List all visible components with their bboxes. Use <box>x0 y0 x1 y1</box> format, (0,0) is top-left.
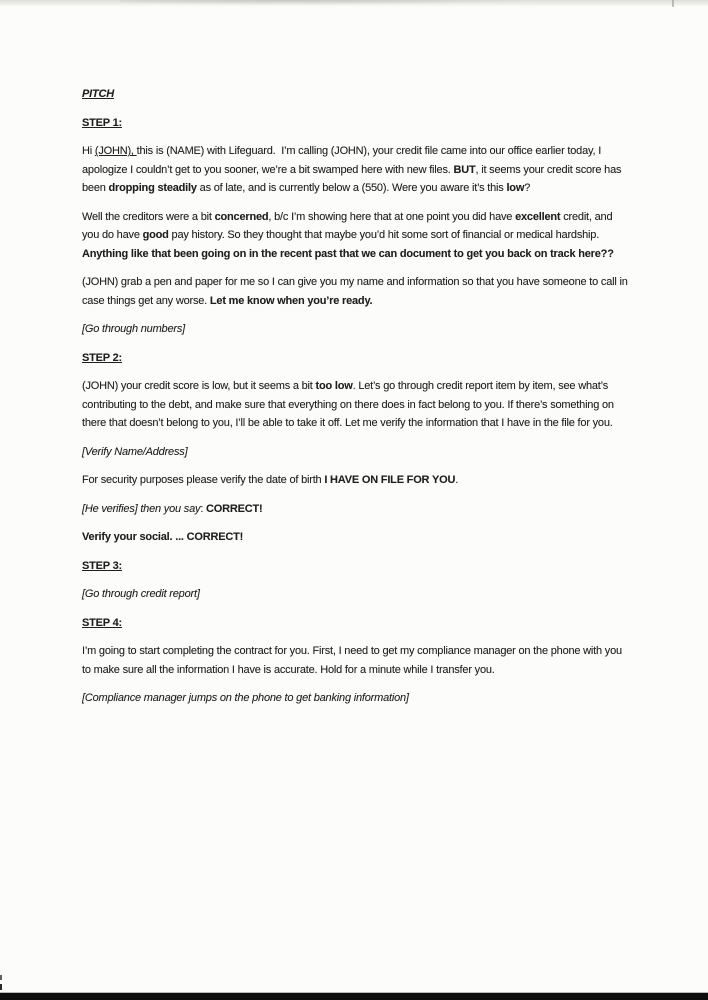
text-run: (JOHN) grab a pen and paper for me so I can give you my name and information so that you have someone to call in case things get any worse. <box>82 276 631 307</box>
text-run: PITCH <box>82 88 115 100</box>
text-run: : <box>200 502 207 515</box>
step-2-paragraph-4 <box>82 528 632 547</box>
text-run: STEP 2: <box>82 351 122 364</box>
text-run: For security purposes please verify the date of birth <box>82 474 325 486</box>
text-run: excellent <box>515 210 561 223</box>
document-content <box>82 85 632 718</box>
scan-bottom-bar <box>0 993 708 1000</box>
text-run: concerned <box>214 210 269 223</box>
text-run: Hi <box>82 145 95 157</box>
text-run: , b/c I’m showing here that at one point you did have <box>268 210 516 223</box>
text-run: Let me know when you’re ready. <box>209 294 373 307</box>
text-run: good <box>142 229 169 241</box>
step-2-paragraph-1 <box>82 377 632 433</box>
text-run: STEP 4: <box>82 616 122 629</box>
step-2-paragraph-2 <box>82 471 632 490</box>
text-run: as of late, and is currently below a (550). Were you aware it’s this <box>196 182 507 194</box>
text-run: credit, and you do have <box>82 210 616 241</box>
text-run: low <box>506 182 525 194</box>
text-run: STEP 1: <box>82 116 122 129</box>
text-run: ? <box>524 182 531 194</box>
scan-top-smudge <box>120 0 540 5</box>
step-4-heading <box>82 614 632 633</box>
text-run: this is (NAME) with Lifeguard. I’m calling (JOHN), your credit file came into our office earlier today, I apologize I couldn’t get to you sooner, we’re a bit swamped here with new files. <box>82 145 604 176</box>
text-run: pay history. So they thought that maybe you’d hit some sort of financial or medical hardship. <box>168 229 602 241</box>
text-run: [He verifies] then you say <box>82 502 201 515</box>
text-run: dropping steadily <box>108 182 197 194</box>
scan-left-edge-mark <box>0 984 2 990</box>
text-run: , it seems your credit score has been <box>82 163 625 194</box>
text-run: [Go through numbers] <box>82 323 186 335</box>
stage-direction-credit-report <box>82 585 632 604</box>
text-run: [Go through credit report] <box>82 588 200 600</box>
text-run: . <box>455 474 459 486</box>
text-run: STEP 3: <box>82 559 122 572</box>
stage-direction-compliance <box>82 689 632 708</box>
text-run: I’m going to start completing the contract for you. First, I need to get my compliance manager on the phone with you to make sure all the information I have is accurate. Hold for a minute while I transfer you. <box>82 645 625 676</box>
pitch-title <box>82 85 632 104</box>
stage-direction-verify-name <box>82 443 632 462</box>
stage-direction-numbers <box>82 320 632 339</box>
text-run: Anything like that been going on in the recent past that we can document to get you back on track here?? <box>82 247 614 260</box>
step-1-paragraph-1 <box>82 142 632 198</box>
text-run: (JOHN) your credit score is low, but it seems a bit <box>82 380 316 392</box>
text-run: too low <box>315 380 353 392</box>
step-3-heading <box>82 557 632 576</box>
step-1-heading <box>82 114 632 133</box>
text-run: (JOHN), <box>94 145 137 157</box>
scan-top-right-line <box>672 0 674 7</box>
step-2-heading <box>82 349 632 368</box>
step-1-paragraph-3 <box>82 273 632 310</box>
text-run: [Verify Name/Address] <box>82 445 188 458</box>
step-1-paragraph-2 <box>82 208 632 264</box>
text-run: Well the creditors were a bit <box>82 210 215 223</box>
text-run: I HAVE ON FILE FOR YOU <box>324 474 456 486</box>
text-run: BUT <box>453 163 476 176</box>
scan-top-shading <box>0 0 708 7</box>
step-4-paragraph-1 <box>82 642 632 679</box>
text-run: Verify your social. ... CORRECT! <box>82 531 244 543</box>
text-run: [Compliance manager jumps on the phone to get banking information] <box>82 692 409 704</box>
text-run: CORRECT! <box>206 502 263 515</box>
text-run: . Let’s go through credit report item by item, see what’s contributing to the debt, and make sure that everything on there does in fact belong to you. If there’s something on there that doesn’t belong to you, I’ll be able to take it off. Let me verify the information that I have in the file for you. <box>82 380 617 429</box>
step-2-paragraph-3 <box>82 500 632 519</box>
scan-left-edge-mark <box>0 975 2 980</box>
